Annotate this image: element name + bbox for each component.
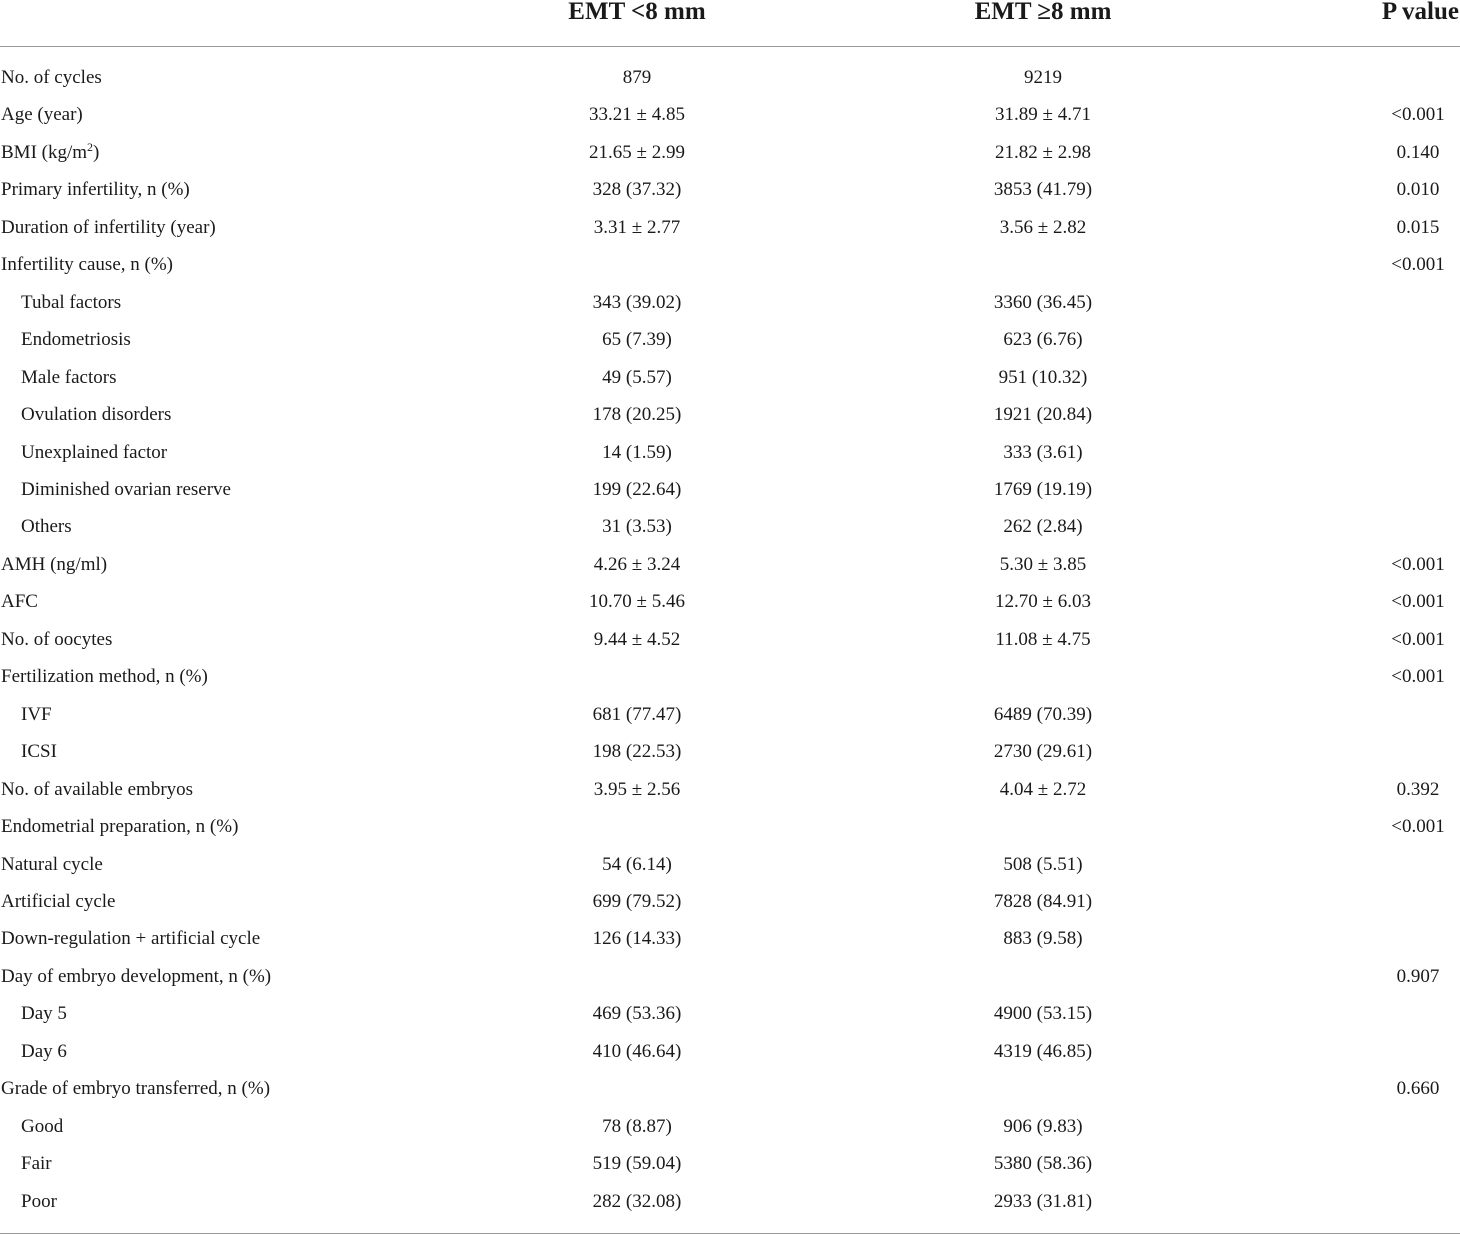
row-label-text: Day 5 [21, 1003, 67, 1025]
table-row [0, 1108, 1460, 1145]
row-label-text: Grade of embryo transferred, n (%) [1, 1078, 271, 1100]
row-label [1, 171, 190, 208]
value-emt-ge8: 5380 (58.36) [993, 1153, 1093, 1175]
value-emt-ge8: 4.04 ± 2.72 [999, 778, 1087, 800]
row-label [1, 134, 99, 171]
row-label-text: Unexplained factor [21, 441, 168, 463]
row-label [1, 658, 208, 695]
value-emt-lt8: 699 (79.52) [592, 890, 682, 912]
row-label-text: ICSI [21, 741, 57, 763]
value-emt-lt8: 410 (46.64) [592, 1040, 682, 1062]
value-p: <0.001 [1391, 628, 1445, 650]
row-label [1, 883, 115, 920]
table-row [0, 546, 1460, 583]
value-emt-lt8: 4.26 ± 3.24 [593, 553, 681, 575]
value-emt-lt8: 198 (22.53) [592, 741, 682, 763]
value-p: <0.001 [1391, 254, 1445, 276]
table-row [0, 246, 1460, 283]
value-p: 0.015 [1396, 216, 1440, 238]
table-row [0, 284, 1460, 321]
value-emt-lt8: 681 (77.47) [592, 703, 682, 725]
row-label-text: Diminished ovarian reserve [21, 478, 231, 500]
table-row [0, 621, 1460, 658]
row-label-text: AFC [1, 591, 38, 613]
table-row [0, 733, 1460, 770]
table-row [0, 508, 1460, 545]
row-label-text: No. of cycles [1, 67, 102, 88]
row-label-text: Infertility cause, n (%) [1, 254, 173, 276]
row-label-text: Duration of infertility (year) [1, 216, 216, 238]
value-p: 0.010 [1396, 179, 1440, 201]
value-emt-ge8: 4319 (46.85) [993, 1040, 1093, 1062]
row-label [21, 471, 231, 508]
row-label-text: Poor [21, 1190, 57, 1212]
value-emt-lt8: 9.44 ± 4.52 [593, 628, 681, 650]
value-emt-lt8: 126 (14.33) [592, 928, 682, 950]
table-row [0, 434, 1460, 471]
table-row [0, 471, 1460, 508]
value-emt-ge8: 3853 (41.79) [993, 179, 1093, 201]
row-label-text: Fertilization method, n (%) [1, 666, 208, 688]
table-row [0, 1070, 1460, 1107]
value-emt-lt8: 10.70 ± 5.46 [589, 591, 685, 613]
row-label-text: Day 6 [21, 1040, 67, 1062]
value-emt-lt8: 282 (32.08) [592, 1190, 682, 1212]
row-label [21, 434, 167, 471]
value-p: 0.392 [1396, 778, 1440, 800]
value-emt-ge8: 333 (3.61) [1003, 441, 1083, 463]
value-emt-ge8: 906 (9.83) [1003, 1115, 1083, 1137]
table-header [0, 0, 1460, 47]
value-emt-ge8: 3360 (36.45) [993, 291, 1093, 313]
value-emt-lt8: 21.65 ± 2.99 [589, 141, 685, 163]
row-label [1, 583, 38, 620]
row-label-text: Fair [21, 1153, 52, 1175]
row-label-text: No. of oocytes [1, 628, 113, 650]
row-label [21, 321, 131, 358]
row-label-text: Male factors [21, 366, 117, 388]
row-label [21, 1033, 67, 1070]
row-label-text: Day of embryo development, n (%) [1, 965, 272, 987]
value-emt-ge8: 21.82 ± 2.98 [995, 141, 1091, 163]
value-emt-ge8: 2730 (29.61) [993, 741, 1093, 763]
table-row [0, 696, 1460, 733]
value-emt-lt8: 54 (6.14) [602, 853, 672, 875]
value-emt-ge8: 508 (5.51) [1003, 853, 1083, 875]
value-emt-ge8: 623 (6.76) [1003, 329, 1083, 351]
value-emt-lt8: 178 (20.25) [592, 404, 682, 426]
row-label [1, 846, 103, 883]
table-row [0, 1183, 1460, 1220]
row-label [21, 1108, 63, 1145]
table-row [0, 96, 1460, 133]
value-emt-lt8: 14 (1.59) [602, 441, 672, 463]
row-label-text: Age (year) [1, 104, 83, 126]
value-emt-ge8: 262 (2.84) [1003, 516, 1083, 538]
value-emt-lt8: 469 (53.36) [592, 1003, 682, 1025]
value-emt-lt8: 3.31 ± 2.77 [593, 216, 681, 238]
row-label-text: IVF [21, 703, 52, 725]
row-label-text: Primary infertility, n (%) [1, 179, 190, 201]
table-row [0, 958, 1460, 995]
header-p-value: P value [1381, 0, 1459, 25]
table-row [0, 1145, 1460, 1182]
value-p: 0.660 [1396, 1078, 1440, 1100]
value-emt-ge8: 7828 (84.91) [993, 890, 1093, 912]
row-label-text: Tubal factors [21, 291, 122, 313]
value-emt-ge8: 1921 (20.84) [993, 404, 1093, 426]
header-emt-ge8: EMT ≥8 mm [974, 0, 1112, 25]
value-emt-ge8: 951 (10.32) [998, 366, 1088, 388]
value-emt-lt8: 31 (3.53) [602, 516, 672, 538]
row-label-superscript: 2 [87, 139, 94, 154]
row-label [21, 995, 67, 1032]
value-emt-ge8: 9219 [1024, 67, 1062, 88]
table-row [0, 771, 1460, 808]
row-label [21, 359, 116, 396]
value-emt-lt8: 3.95 ± 2.56 [593, 778, 681, 800]
value-emt-ge8: 12.70 ± 6.03 [995, 591, 1091, 613]
value-emt-lt8: 78 (8.87) [602, 1115, 672, 1137]
row-label [1, 209, 216, 246]
value-emt-ge8: 5.30 ± 3.85 [999, 553, 1087, 575]
row-label [1, 96, 83, 133]
table-row [0, 1033, 1460, 1070]
table-bottom-rule [0, 1233, 1460, 1234]
table-row [0, 134, 1460, 171]
value-emt-lt8: 519 (59.04) [592, 1153, 682, 1175]
row-label-text: Endometrial preparation, n (%) [1, 816, 239, 838]
value-emt-ge8: 3.56 ± 2.82 [999, 216, 1087, 238]
value-emt-lt8: 49 (5.57) [602, 366, 672, 388]
value-emt-ge8: 31.89 ± 4.71 [995, 104, 1091, 126]
row-label [21, 508, 72, 545]
table-row [0, 846, 1460, 883]
value-emt-lt8: 879 [622, 67, 652, 88]
table-row [0, 359, 1460, 396]
row-label [1, 546, 107, 583]
value-emt-ge8: 2933 (31.81) [993, 1190, 1093, 1212]
row-label [1, 808, 238, 845]
value-p: 0.907 [1396, 965, 1440, 987]
row-label [1, 59, 102, 96]
row-label [21, 284, 121, 321]
table-body [0, 59, 1460, 1220]
row-label-text: Good [21, 1115, 64, 1137]
value-emt-ge8: 4900 (53.15) [993, 1003, 1093, 1025]
value-emt-lt8: 199 (22.64) [592, 478, 682, 500]
value-p: 0.140 [1396, 141, 1440, 163]
value-emt-ge8: 883 (9.58) [1003, 928, 1083, 950]
row-label [21, 696, 52, 733]
value-p: <0.001 [1391, 816, 1445, 838]
row-label-text: AMH (ng/ml) [1, 553, 108, 575]
row-label-text: BMI (kg/m [1, 141, 88, 163]
row-label [21, 1183, 57, 1220]
row-label [21, 1145, 52, 1182]
value-emt-lt8: 328 (37.32) [592, 179, 682, 201]
row-label-text: Others [21, 516, 72, 538]
table-row [0, 396, 1460, 433]
row-label-text: Artificial cycle [1, 890, 116, 912]
value-emt-lt8: 65 (7.39) [602, 329, 672, 351]
table-row [0, 883, 1460, 920]
table-row [0, 59, 1460, 96]
row-label [21, 733, 57, 770]
row-label-suffix: ) [93, 141, 100, 163]
table-row [0, 209, 1460, 246]
table-row [0, 583, 1460, 620]
value-p: <0.001 [1391, 666, 1445, 688]
table-row [0, 658, 1460, 695]
value-emt-ge8: 6489 (70.39) [993, 703, 1093, 725]
row-label [1, 1070, 270, 1107]
row-label [1, 771, 193, 808]
row-label [21, 396, 171, 433]
value-p: <0.001 [1391, 104, 1445, 126]
row-label [1, 958, 271, 995]
table-row [0, 171, 1460, 208]
row-label-text: Natural cycle [1, 853, 103, 875]
row-label-text: No. of available embryos [1, 778, 194, 800]
value-p: <0.001 [1391, 553, 1445, 575]
table-row [0, 920, 1460, 957]
row-label-text: Down-regulation + artificial cycle [1, 928, 261, 950]
value-emt-lt8: 343 (39.02) [592, 291, 682, 313]
row-label [1, 621, 112, 658]
value-emt-ge8: 1769 (19.19) [993, 478, 1093, 500]
value-p: <0.001 [1391, 591, 1445, 613]
table-row [0, 321, 1460, 358]
header-emt-lt8: EMT <8 mm [568, 0, 706, 25]
row-label [1, 920, 260, 957]
value-emt-lt8: 33.21 ± 4.85 [589, 104, 685, 126]
value-emt-ge8: 11.08 ± 4.75 [995, 628, 1091, 650]
table-row [0, 808, 1460, 845]
table-row [0, 995, 1460, 1032]
row-label-text: Endometriosis [21, 329, 131, 351]
row-label-text: Ovulation disorders [21, 404, 172, 426]
row-label [1, 246, 173, 283]
